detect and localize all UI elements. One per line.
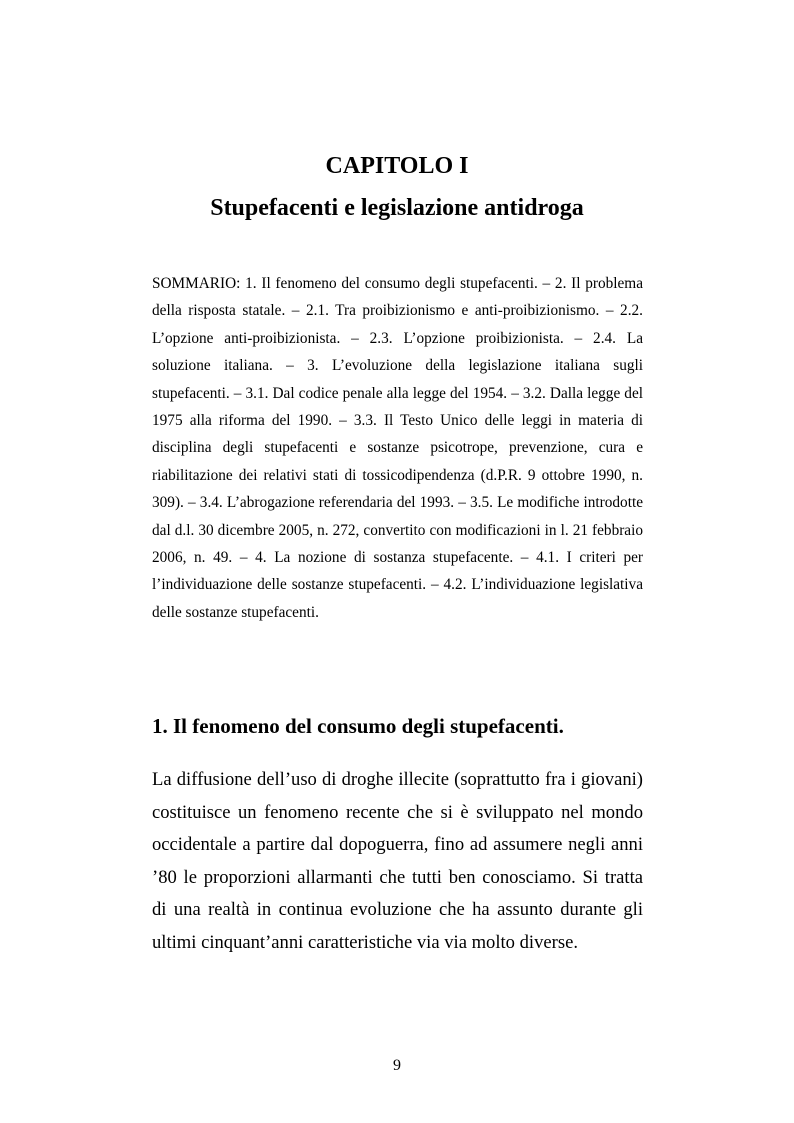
chapter-title: Stupefacenti e legislazione antidroga <box>210 195 584 221</box>
page-number: 9 <box>393 1057 401 1074</box>
chapter-summary: SOMMARIO: 1. Il fenomeno del consumo degli stupefacenti. – 2. Il problema della risposta statale. – 2.1. Tra proibizionismo e anti-proibizionismo. – 2.2. L’opzione anti-proibizionista. – 2.3. L’opzione proibizionista. – 2.4. La soluzione italiana. – 3. L’evoluzione della legislazione italiana sugli stupefacenti. – 3.1. Dal codice penale alla legge del 1954. – 3.2. Dalla legge del 1975 alla riforma del 1990. – 3.3. Il Testo Unico delle leggi in materia di disciplina degli stupefacenti e sostanze psicotrope, prevenzione, cura e riabilitazione dei relativi stati di tossicodipendenza (d.P.R. 9 ottobre 1990, n. 309). – 3.4. L’abrogazione referendaria del 1993. – 3.5. Le modifiche introdotte dal d.l. 30 dicembre 2005, n. 272, convertito con modificazioni in l. 21 febbraio 2006, n. 49. – 4. La nozione di sostanza stupefacente. – 4.1. I criteri per l’individuazione delle sostanze stupefacenti. – 4.2. L’individuazione legislativa delle sostanze stupefacenti. <box>152 275 643 621</box>
chapter-number: CAPITOLO I <box>325 153 469 179</box>
section-paragraph: La diffusione dell’uso di droghe illecite (soprattutto fra i giovani) costituisce un fenomeno recente che si è sviluppato nel mondo occidentale a partire dal dopoguerra, fino ad assumere negli anni ’80 le proporzioni allarmanti che tutti ben conosciamo. Si tratta di una realtà in continua evoluzione che ha assunto durante gli ultimi cinquant’anni caratteristiche via via molto diverse. <box>152 769 643 953</box>
section-heading: 1. Il fenomeno del consumo degli stupefacenti. <box>152 714 564 738</box>
